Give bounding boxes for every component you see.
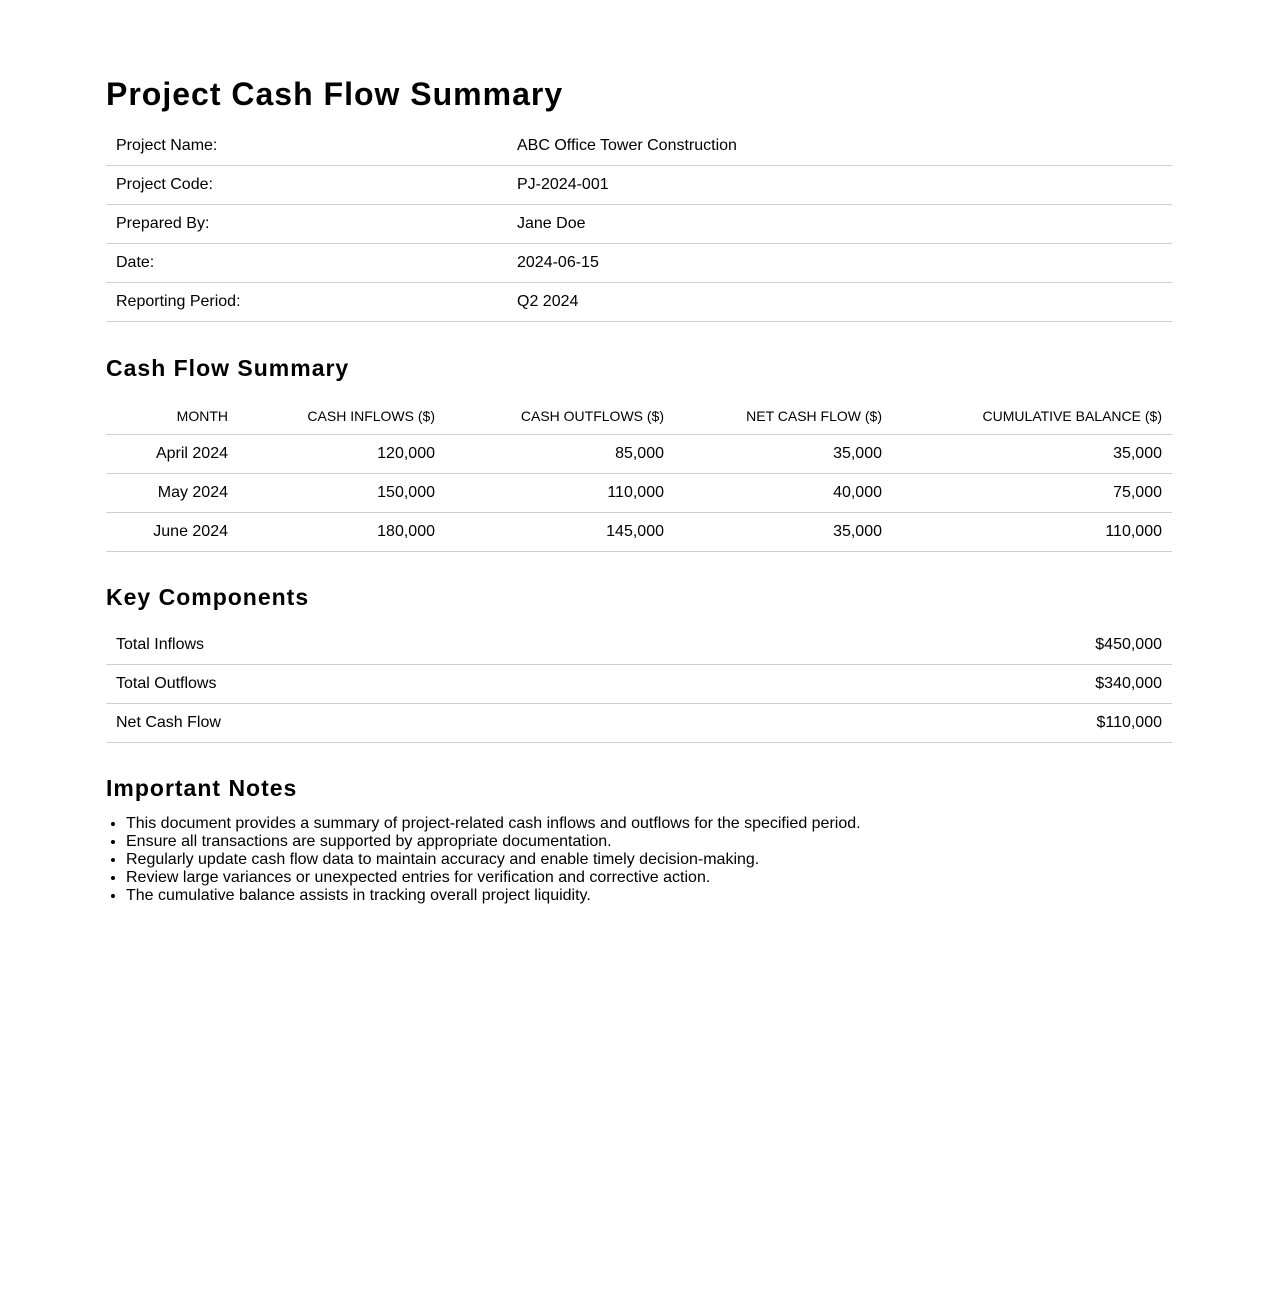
key-component-row-net-cash-flow xyxy=(106,704,1172,743)
info-row-date xyxy=(106,244,1172,283)
info-label: Reporting Period: xyxy=(106,283,507,322)
key-component-row-total-inflows xyxy=(106,626,1172,665)
list-item: • The cumulative balance assists in tracking overall project liquidity. xyxy=(126,887,1172,905)
header-cash-inflows: CASH INFLOWS ($) xyxy=(238,397,445,435)
cell-net-cash-flow: 40,000 xyxy=(674,474,892,513)
page-title: Project Cash Flow Summary xyxy=(106,76,564,112)
list-item: • This document provides a summary of project-related cash inflows and outflows for the specified period. xyxy=(126,815,1172,833)
table-row xyxy=(106,513,1172,552)
key-component-value: $450,000 xyxy=(735,626,1172,665)
list-item: • Ensure all transactions are supported by appropriate documentation. xyxy=(126,833,1172,851)
cell-net-cash-flow: 35,000 xyxy=(674,435,892,474)
info-label: Date: xyxy=(106,244,507,283)
key-component-label: Net Cash Flow xyxy=(106,704,735,743)
key-component-value: $110,000 xyxy=(735,704,1172,743)
info-value: PJ-2024-001 xyxy=(507,166,1172,205)
table-row xyxy=(106,474,1172,513)
header-cash-outflows: CASH OUTFLOWS ($) xyxy=(445,397,674,435)
cell-cash-outflows: 85,000 xyxy=(445,435,674,474)
table-row xyxy=(106,435,1172,474)
info-row-project-code xyxy=(106,166,1172,205)
cell-cash-inflows: 120,000 xyxy=(238,435,445,474)
list-item: • Review large variances or unexpected entries for verification and corrective action. xyxy=(126,869,1172,887)
key-component-value: $340,000 xyxy=(735,665,1172,704)
info-value: Q2 2024 xyxy=(507,283,1172,322)
info-value: ABC Office Tower Construction xyxy=(507,127,1172,166)
key-components-table xyxy=(106,626,1172,743)
info-label: Project Name: xyxy=(106,127,507,166)
cash-flow-table xyxy=(106,397,1172,552)
table-header-row xyxy=(106,397,1172,435)
cell-cash-outflows: 145,000 xyxy=(445,513,674,552)
cell-net-cash-flow: 35,000 xyxy=(674,513,892,552)
header-month: MONTH xyxy=(106,397,238,435)
cell-cash-inflows: 150,000 xyxy=(238,474,445,513)
key-component-label: Total Outflows xyxy=(106,665,735,704)
cell-cumulative-balance: 110,000 xyxy=(892,513,1172,552)
cell-cumulative-balance: 75,000 xyxy=(892,474,1172,513)
info-value: 2024-06-15 xyxy=(507,244,1172,283)
notes-list xyxy=(106,815,1172,905)
cash-flow-summary-heading: Cash Flow Summary xyxy=(106,355,350,381)
header-cumulative-balance: CUMULATIVE BALANCE ($) xyxy=(892,397,1172,435)
info-value: Jane Doe xyxy=(507,205,1172,244)
document-page xyxy=(106,0,1172,905)
cell-cash-outflows: 110,000 xyxy=(445,474,674,513)
info-row-project-name xyxy=(106,127,1172,166)
cell-month: April 2024 xyxy=(106,435,238,474)
key-components-heading: Key Components xyxy=(106,584,310,610)
cell-cumulative-balance: 35,000 xyxy=(892,435,1172,474)
cell-month: May 2024 xyxy=(106,474,238,513)
info-row-reporting-period xyxy=(106,283,1172,322)
header-net-cash-flow: NET CASH FLOW ($) xyxy=(674,397,892,435)
key-component-label: Total Inflows xyxy=(106,626,735,665)
important-notes-heading: Important Notes xyxy=(106,775,298,801)
cell-month: June 2024 xyxy=(106,513,238,552)
info-label: Project Code: xyxy=(106,166,507,205)
key-component-row-total-outflows xyxy=(106,665,1172,704)
list-item: • Regularly update cash flow data to maintain accuracy and enable timely decision-making. xyxy=(126,851,1172,869)
info-row-prepared-by xyxy=(106,205,1172,244)
cell-cash-inflows: 180,000 xyxy=(238,513,445,552)
project-info-table xyxy=(106,127,1172,322)
info-label: Prepared By: xyxy=(106,205,507,244)
